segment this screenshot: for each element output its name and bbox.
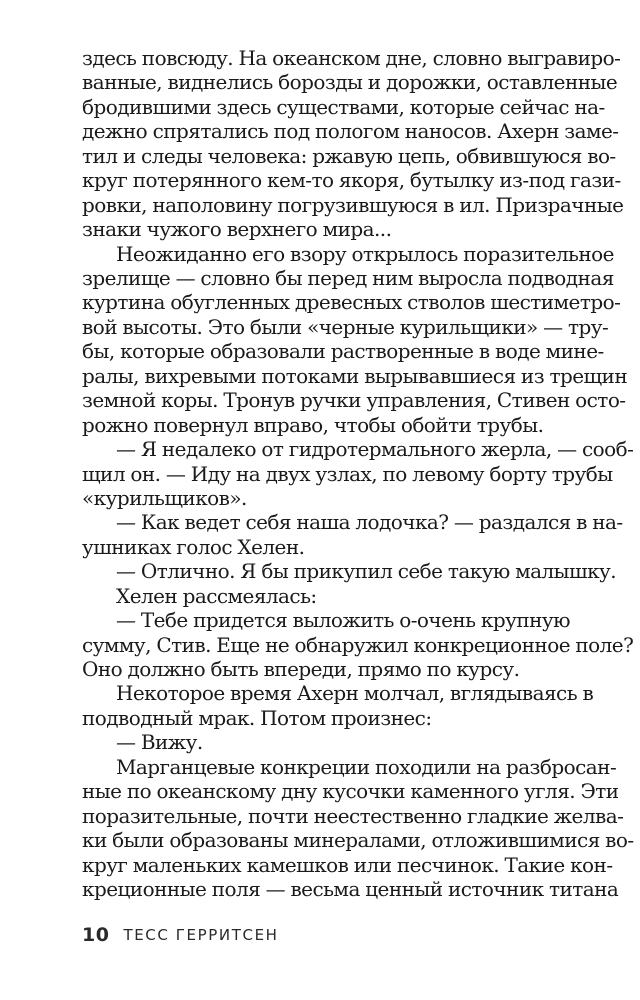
text-line: — Тебе придется выложить о-очень крупную [116,608,570,632]
text-line: ралы, вихревыми потоками вырывавшиеся из трещин [82,364,628,388]
text-line: земной коры. Тронув ручки управления, Стивен осто- [82,388,626,412]
text-line: зрелище — словно бы перед ним выросла подводная [82,266,614,290]
text-line: тил и следы человека: ржавую цепь, обвившуюся во- [82,144,616,168]
text-line: знаки чужого верхнего мира... [82,217,392,241]
text-line: Марганцевые конкреции походили на разбросан- [116,755,617,779]
text-line: круг потерянного кем-то якоря, бутылку из-под гази- [82,168,621,192]
text-line: — Отлично. Я бы прикупил себе такую малышку. [116,559,617,583]
text-line: бы, которые образовали растворенные в воде мине- [82,339,604,363]
text-line: сумму, Стив. Еще не обнаружил конкреционное поле? [82,633,634,657]
text-line: ровки, наполовину погрузившуюся в ил. Призрачные [82,193,624,217]
text-line: поразительные, почти неестественно гладкие желва- [82,804,624,828]
text-line: ные по океанскому дну кусочки каменного угля. Эти [82,779,619,803]
text-line: креционные поля — весьма ценный источник титана [82,877,619,901]
text-line: вой высоты. Это были «черные курильщики» — тру- [82,315,609,339]
text-line: Неожиданно его взору открылось поразительное [116,242,614,266]
text-line: здесь повсюду. На океанском дне, словно выгравиро- [82,46,621,70]
page-footer [82,920,279,950]
text-line: «курильщиков». [82,486,247,510]
text-line: ки были образованы минералами, отложившимися во- [82,828,634,852]
text-line: Оно должно быть впереди, прямо по курсу. [82,657,520,681]
text-line: Хелен рассмеялась: [116,584,317,608]
text-line: подводный мрак. Потом произнес: [82,706,432,730]
text-line: ушниках голос Хелен. [82,535,305,559]
running-head: ТЕСС ГЕРРИТСЕН [123,926,279,944]
text-line: щил он. — Иду на двух узлах, по левому борту трубы [82,462,613,486]
page-number: 10 [82,924,110,946]
text-line: бродившими здесь существами, которые сейчас на- [82,95,605,119]
text-line: рожно повернул вправо, чтобы обойти трубы. [82,413,544,437]
text-line: круг маленьких камешков или песчинок. Такие кон- [82,853,613,877]
text-line: дежно спрятались под пологом наносов. Ахерн заме- [82,119,619,143]
text-line: ванные, виднелись борозды и дорожки, оставленные [82,70,618,94]
text-line: — Как ведет себя наша лодочка? — раздался в на- [116,510,623,534]
text-line: Некоторое время Ахерн молчал, вглядываясь в [116,681,594,705]
text-line: — Вижу. [116,730,203,754]
text-line: куртина обугленных древесных стволов шестиметро- [82,290,621,314]
text-line: — Я недалеко от гидротермального жерла, — сооб- [116,437,634,461]
